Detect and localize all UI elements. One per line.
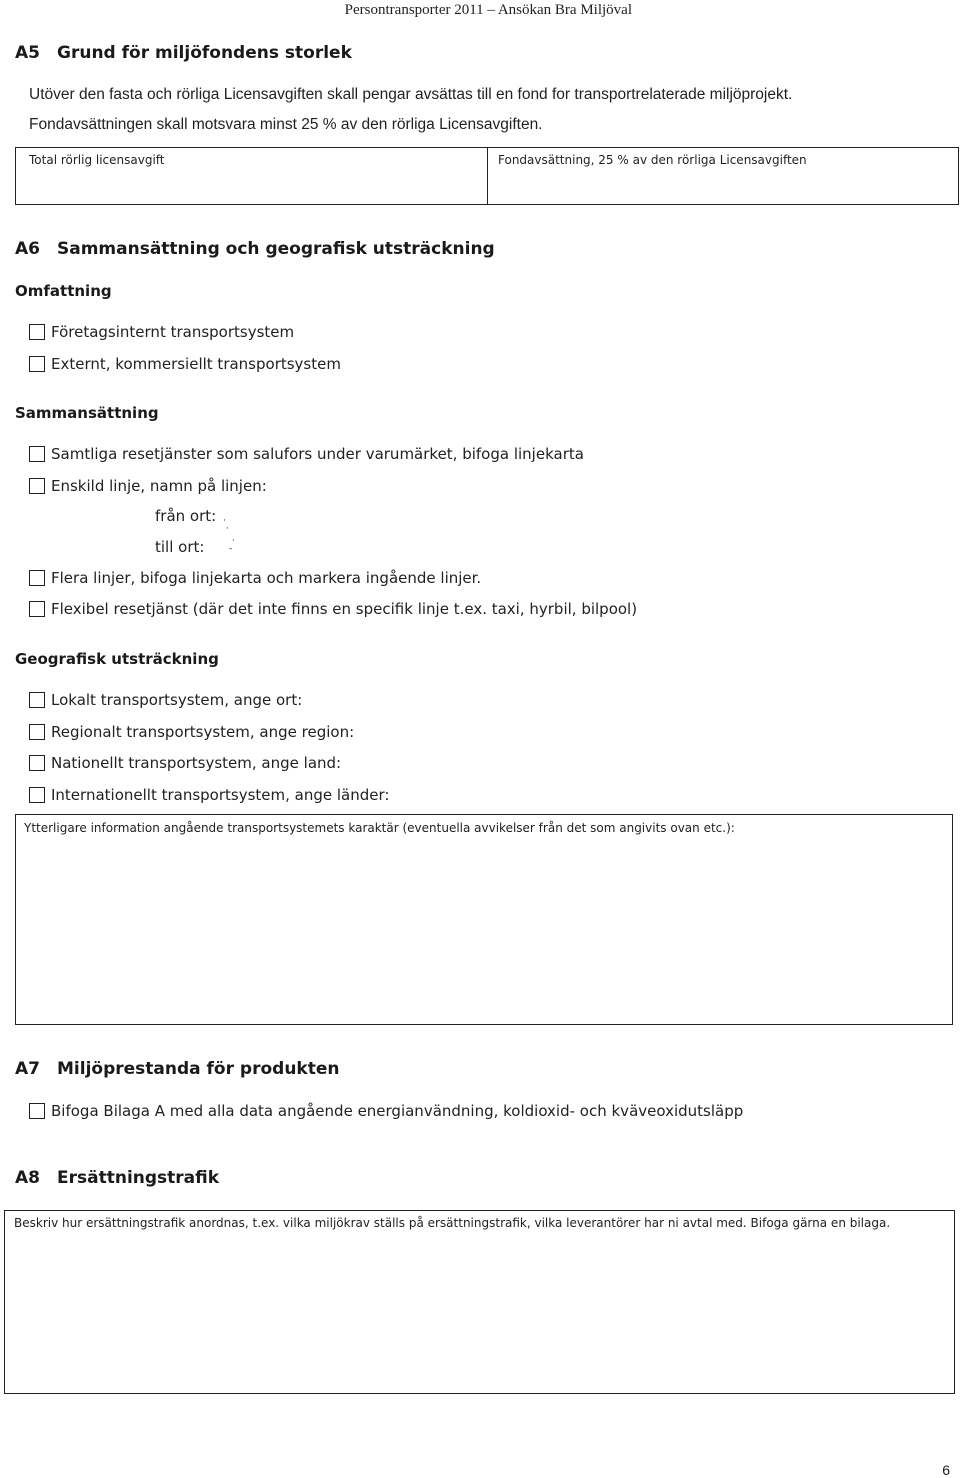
checkbox-label: Företagsinternt transportsystem [51,323,295,341]
a5-fields-divider [487,147,488,205]
checkbox-label: Flera linjer, bifoga linjekarta och markera ingående linjer. [51,569,482,587]
a5-paragraph-2: Fondavsättningen skall motsvara minst 25 % av den rörliga Licensavgiften. [29,116,543,133]
checkbox-label: Samtliga resetjänster som salufors under varumärket, bifoga linjekarta [51,445,584,463]
fondavsattning-label: Fondavsättning, 25 % av den rörliga Licensavgiften [498,153,807,167]
checkbox-label: Externt, kommersiellt transportsystem [51,355,341,373]
checkbox-row-regionalt[interactable] [29,722,354,742]
section-number-a5: A5 [15,43,40,63]
total-licensavgift-label: Total rörlig licensavgift [29,153,165,167]
till-ort-dots: · - [229,536,235,554]
geografisk-heading: Geografisk utsträckning [15,650,219,668]
checkbox-label: Internationellt transportsystem, ange länder: [51,786,390,804]
checkbox[interactable] [29,324,45,340]
section-number-a6: A6 [15,239,40,259]
section-number-a8: A8 [15,1168,40,1188]
checkbox-label: Lokalt transportsystem, ange ort: [51,691,303,709]
page-number: 6 [942,1462,950,1478]
checkbox-row-internationellt[interactable] [29,785,389,805]
checkbox[interactable] [29,601,45,617]
checkbox[interactable] [29,724,45,740]
checkbox[interactable] [29,692,45,708]
section-title-a7: Miljöprestanda för produkten [57,1059,340,1079]
checkbox-row-lokalt[interactable] [29,690,302,710]
extra-info-textarea[interactable] [15,814,953,1025]
omfattning-heading: Omfattning [15,282,112,300]
section-title-a8: Ersättningstrafik [57,1168,220,1188]
checkbox[interactable] [29,1103,45,1119]
fondavsattning-input[interactable] [490,170,957,203]
ersattningstrafik-label: Beskriv hur ersättningstrafik anordnas, t.ex. vilka miljökrav ställs på ersättningstrafik, vilka leverantörer har ni avtal med. Bifoga gärna en bilaga. [14,1216,891,1230]
section-title-a5: Grund för miljöfondens storlek [57,43,352,63]
checkbox[interactable] [29,755,45,771]
checkbox[interactable] [29,356,45,372]
checkbox-label: Regionalt transportsystem, ange region: [51,723,355,741]
checkbox-label: Enskild linje, namn på linjen: [51,477,267,495]
section-title-a6: Sammansättning och geografisk utsträckning [57,239,495,259]
page-header: Persontransporter 2011 – Ansökan Bra Miljöval [344,2,632,18]
checkbox-row-samtliga[interactable] [29,444,584,464]
till-ort-input[interactable] [220,538,340,558]
checkbox[interactable] [29,787,45,803]
sammansattning-heading: Sammansättning [15,404,159,422]
checkbox-row-flera-linjer[interactable] [29,568,481,588]
checkbox-row-bilaga-a[interactable] [29,1101,743,1121]
checkbox-row-nationellt[interactable] [29,753,341,773]
fran-ort-label: från ort: [155,507,217,525]
checkbox-row-flexibel[interactable] [29,599,637,619]
checkbox[interactable] [29,446,45,462]
a5-paragraph-1: Utöver den fasta och rörliga Licensavgiften skall pengar avsättas till en fond for transportrelaterade miljöprojekt. [29,86,793,103]
checkbox[interactable] [29,478,45,494]
checkbox-row-foretagsinternt[interactable] [29,322,294,342]
total-licensavgift-input[interactable] [17,170,485,203]
till-ort-label: till ort: [155,538,205,556]
ersattningstrafik-textarea[interactable] [4,1210,955,1394]
checkbox-label: Nationellt transportsystem, ange land: [51,754,342,772]
fran-ort-input[interactable] [220,507,340,527]
checkbox-label: Bifoga Bilaga A med alla data angående energianvändning, koldioxid- och kväveoxidutsläpp [51,1102,744,1120]
extra-info-label: Ytterligare information angående transportsystemets karaktär (eventuella avvikelser från det som angivits ovan etc.): [24,821,735,835]
section-number-a7: A7 [15,1059,40,1079]
checkbox-row-externt[interactable] [29,354,341,374]
fran-ort-dots: · · [223,516,229,534]
checkbox-label: Flexibel resetjänst (där det inte finns en specifik linje t.ex. taxi, hyrbil, bilpool) [51,600,638,618]
checkbox-row-enskild-linje[interactable] [29,476,267,496]
checkbox[interactable] [29,570,45,586]
